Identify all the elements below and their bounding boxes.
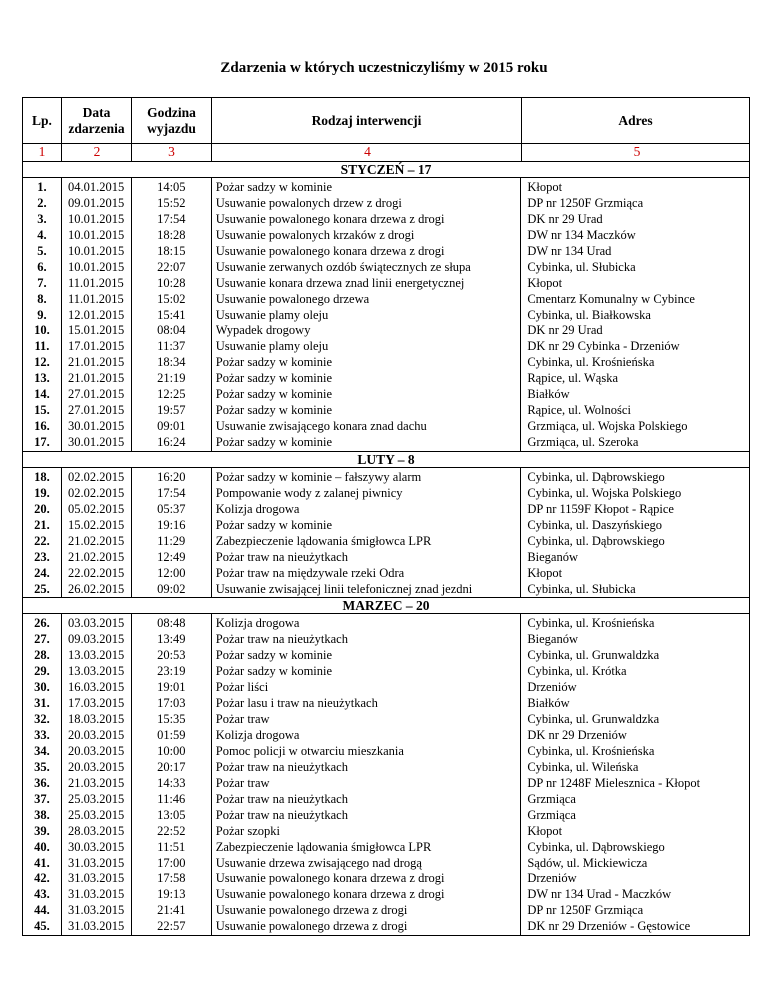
intervention-type: Kolizja drogowa	[215, 616, 300, 631]
address: Cybinka, ul. Wojska Polskiego	[527, 485, 682, 500]
intervention-type: Pożar traw	[215, 712, 270, 727]
month-group	[22, 178, 750, 452]
row-number: 26.	[34, 616, 50, 631]
address: Cybinka, ul. Dąbrowskiego	[527, 533, 665, 548]
intervention-type: Usuwanie powalonego konara drzewa z drogi	[215, 211, 445, 226]
address: Rąpice, ul. Wąska	[527, 371, 619, 386]
event-date: 09.01.2015	[67, 195, 125, 210]
event-date: 21.01.2015	[67, 371, 125, 386]
intervention-type: Wypadek drogowy	[215, 323, 311, 338]
address: Cybinka, ul. Słubicka	[527, 259, 636, 274]
intervention-type: Usuwanie plamy oleju	[215, 339, 329, 354]
address: Grzmiąca	[527, 807, 576, 822]
row-number: 28.	[34, 648, 50, 663]
address: DK nr 29 Urad	[527, 323, 603, 338]
header-date: Data zdarzenia	[62, 97, 132, 144]
departure-time: 14:33	[157, 775, 186, 790]
intervention-type: Pożar sadzy w kominie	[215, 435, 333, 449]
address-column	[521, 178, 750, 451]
event-date: 16.03.2015	[67, 680, 125, 695]
intervention-type: Pożar traw na nieużytkach	[215, 759, 348, 774]
event-date: 31.03.2015	[67, 887, 125, 902]
month-group	[22, 468, 750, 599]
event-date: 11.01.2015	[67, 275, 124, 290]
departure-time: 21:41	[157, 903, 186, 918]
event-date: 21.01.2015	[67, 355, 125, 370]
event-date: 10.01.2015	[67, 211, 125, 226]
departure-time: 12:49	[157, 549, 186, 564]
departure-time: 15:02	[157, 291, 186, 306]
event-date: 17.03.2015	[67, 696, 125, 711]
intervention-type: Zabezpieczenie lądowania śmigłowca LPR	[215, 533, 432, 548]
row-number: 5.	[37, 243, 47, 258]
address: Kłopot	[527, 823, 563, 838]
address: Cybinka, ul. Daszyńskiego	[527, 517, 663, 532]
event-date: 04.01.2015	[67, 180, 125, 194]
row-number: 23.	[34, 549, 50, 564]
address: Kłopot	[527, 180, 563, 194]
departure-time: 11:51	[157, 839, 186, 854]
event-date: 12.01.2015	[67, 307, 125, 322]
intervention-type: Pożar traw	[215, 775, 270, 790]
departure-time-column	[132, 468, 212, 598]
intervention-type: Kolizja drogowa	[215, 501, 300, 516]
address: DW nr 134 Urad - Maczków	[527, 887, 672, 902]
row-number: 29.	[34, 664, 50, 679]
row-number: 9.	[37, 307, 47, 322]
intervention-type: Pożar traw na nieużytkach	[215, 807, 348, 822]
departure-time: 15:35	[157, 712, 186, 727]
intervention-type: Pożar sadzy w kominie	[215, 371, 333, 386]
address: DK nr 29 Urad	[527, 211, 603, 226]
departure-time: 08:48	[157, 616, 186, 631]
departure-time: 10:28	[157, 275, 186, 290]
month-groups	[22, 162, 750, 936]
event-date: 18.03.2015	[67, 712, 125, 727]
address: Białków	[527, 696, 570, 711]
departure-time: 23:19	[157, 664, 186, 679]
intervention-type: Usuwanie powalonego drzewa z drogi	[215, 919, 408, 934]
departure-time: 19:01	[157, 680, 186, 695]
address: Cybinka, ul. Krośnieńska	[527, 355, 655, 370]
departure-time: 18:34	[157, 355, 186, 370]
intervention-type: Zabezpieczenie lądowania śmigłowca LPR	[215, 839, 432, 854]
row-number: 25.	[34, 581, 50, 596]
intervention-type: Pompowanie wody z zalanej piwnicy	[215, 485, 403, 500]
event-date: 03.03.2015	[67, 616, 125, 631]
departure-time: 22:57	[157, 919, 186, 934]
row-number-column	[23, 614, 62, 935]
address: Cybinka, ul. Dąbrowskiego	[527, 469, 665, 484]
departure-time: 11:37	[157, 339, 186, 354]
intervention-type: Pożar sadzy w kominie	[215, 648, 333, 663]
address: Rąpice, ul. Wolności	[527, 403, 631, 418]
departure-time: 17:54	[157, 211, 186, 226]
intervention-type-column	[212, 468, 522, 598]
intervention-type: Usuwanie powalonego konara drzewa z drogi	[215, 887, 445, 902]
address: Białków	[527, 387, 570, 402]
event-date: 21.03.2015	[67, 775, 125, 790]
row-number: 43.	[34, 887, 50, 902]
departure-time: 19:13	[157, 887, 186, 902]
intervention-type: Pożar sadzy w kominie	[215, 664, 333, 679]
row-number: 1.	[37, 180, 47, 194]
address: DW nr 134 Urad	[527, 243, 612, 258]
departure-time-column	[132, 178, 212, 451]
row-number: 2.	[37, 195, 47, 210]
row-number: 4.	[37, 227, 47, 242]
event-date: 21.02.2015	[67, 549, 125, 564]
event-date: 10.01.2015	[67, 243, 125, 258]
intervention-type-column	[212, 178, 522, 451]
row-number: 13.	[34, 371, 50, 386]
event-date: 15.01.2015	[67, 323, 125, 338]
intervention-type: Pożar szopki	[215, 823, 280, 838]
intervention-type: Pożar sadzy w kominie	[215, 387, 333, 402]
address: Cybinka, ul. Krośnieńska	[527, 743, 655, 758]
event-date: 02.02.2015	[67, 485, 125, 500]
address: Cybinka, ul. Białkowska	[527, 307, 651, 322]
row-number: 44.	[34, 903, 50, 918]
event-date: 27.01.2015	[67, 403, 125, 418]
intervention-type: Pożar liści	[215, 680, 269, 695]
row-number: 12.	[34, 355, 50, 370]
address: Cybinka, ul. Krośnieńska	[527, 616, 655, 631]
departure-time: 12:00	[157, 565, 186, 580]
month-group	[22, 614, 750, 936]
event-date: 30.01.2015	[67, 435, 125, 449]
departure-time: 14:05	[157, 180, 186, 194]
address: Kłopot	[527, 565, 563, 580]
header-address: Adres	[522, 97, 750, 144]
departure-time: 17:00	[157, 855, 186, 870]
intervention-type: Pożar traw na nieużytkach	[215, 549, 348, 564]
row-number: 34.	[34, 743, 50, 758]
event-date: 10.01.2015	[67, 259, 125, 274]
row-number: 20.	[34, 501, 50, 516]
intervention-type: Pożar sadzy w kominie	[215, 355, 333, 370]
row-number: 18.	[34, 469, 50, 484]
address: DK nr 29 Drzeniów	[527, 728, 627, 742]
event-date: 21.02.2015	[67, 533, 125, 548]
address: Drzeniów	[527, 680, 577, 695]
event-date: 30.03.2015	[67, 839, 125, 854]
intervention-type: Usuwanie powalonego konara drzewa z drogi	[215, 871, 445, 886]
header-type: Rodzaj interwencji	[212, 97, 522, 144]
intervention-type: Usuwanie powalonego konara drzewa z drogi	[215, 243, 445, 258]
row-number: 7.	[37, 275, 47, 290]
departure-time: 18:15	[157, 243, 186, 258]
intervention-type: Usuwanie drzewa zwisającego nad drogą	[215, 855, 422, 870]
address: Grzmiąca, ul. Szeroka	[527, 435, 639, 449]
column-number: 3	[132, 144, 212, 162]
address: DK nr 29 Drzeniów - Gęstowice	[527, 919, 691, 934]
departure-time: 15:52	[157, 195, 186, 210]
event-date: 02.02.2015	[67, 469, 125, 484]
departure-time: 17:58	[157, 871, 186, 886]
departure-time: 08:04	[157, 323, 186, 338]
intervention-type: Usuwanie plamy oleju	[215, 307, 329, 322]
row-number: 36.	[34, 775, 50, 790]
departure-time: 09:01	[157, 419, 186, 434]
intervention-type: Pożar sadzy w kominie	[215, 517, 333, 532]
address: Grzmiąca	[527, 791, 576, 806]
event-date: 05.02.2015	[67, 501, 125, 516]
departure-time: 05:37	[157, 501, 186, 516]
row-number: 37.	[34, 791, 50, 806]
intervention-type: Usuwanie powalonego drzewa z drogi	[215, 903, 408, 918]
intervention-type: Pożar sadzy w kominie	[215, 403, 333, 418]
address-column	[521, 614, 750, 935]
event-date: 13.03.2015	[67, 664, 125, 679]
event-date: 15.02.2015	[67, 517, 125, 532]
row-number: 19.	[34, 485, 50, 500]
intervention-type: Kolizja drogowa	[215, 728, 300, 742]
address: Cybinka, ul. Grunwaldzka	[527, 712, 660, 727]
intervention-type: Pożar traw na nieużytkach	[215, 632, 348, 647]
row-number: 21.	[34, 517, 50, 532]
intervention-type: Usuwanie konara drzewa znad linii energetycznej	[215, 275, 465, 290]
departure-time: 19:16	[157, 517, 186, 532]
event-date: 22.02.2015	[67, 565, 125, 580]
row-number: 8.	[37, 291, 47, 306]
event-date: 09.03.2015	[67, 632, 125, 647]
month-header: LUTY – 8	[22, 452, 750, 468]
departure-time: 15:41	[157, 307, 186, 322]
header-time: Godzina wyjazdu	[132, 97, 212, 144]
event-date: 31.03.2015	[67, 855, 125, 870]
row-number: 14.	[34, 387, 50, 402]
row-number: 33.	[34, 728, 50, 742]
departure-time: 18:28	[157, 227, 186, 242]
row-number: 27.	[34, 632, 50, 647]
header-lp: Lp.	[22, 97, 62, 144]
row-number: 35.	[34, 759, 50, 774]
intervention-type: Pożar traw na nieużytkach	[215, 791, 348, 806]
address: Sądów, ul. Mickiewicza	[527, 855, 648, 870]
intervention-type: Usuwanie powalonych drzew z drogi	[215, 195, 402, 210]
address: Drzeniów	[527, 871, 577, 886]
departure-time: 16:24	[157, 435, 186, 449]
row-number: 45.	[34, 919, 50, 934]
table-header	[22, 97, 750, 144]
event-date: 25.03.2015	[67, 807, 125, 822]
column-number: 4	[212, 144, 522, 162]
event-date: 30.01.2015	[67, 419, 125, 434]
address: Grzmiąca, ul. Wojska Polskiego	[527, 419, 688, 434]
address: DP nr 1250F Grzmiąca	[527, 195, 644, 210]
row-number: 38.	[34, 807, 50, 822]
departure-time: 01:59	[157, 728, 186, 742]
row-number: 41.	[34, 855, 50, 870]
departure-time: 16:20	[157, 469, 186, 484]
column-numbers-row	[22, 144, 750, 162]
address: DP nr 1159F Kłopot - Rąpice	[527, 501, 674, 516]
row-number: 6.	[37, 259, 47, 274]
departure-time: 09:02	[157, 581, 186, 596]
column-number: 5	[522, 144, 750, 162]
departure-time: 10:00	[157, 743, 186, 758]
address: Bieganów	[527, 632, 578, 647]
intervention-type: Pożar sadzy w kominie – fałszywy alarm	[215, 469, 422, 484]
row-number: 42.	[34, 871, 50, 886]
row-number: 39.	[34, 823, 50, 838]
event-date: 28.03.2015	[67, 823, 125, 838]
departure-time: 21:19	[157, 371, 186, 386]
event-date: 31.03.2015	[67, 871, 125, 886]
intervention-type: Usuwanie powalonego drzewa	[215, 291, 370, 306]
row-number-column	[23, 178, 62, 451]
row-number: 40.	[34, 839, 50, 854]
incidents-table	[22, 97, 750, 936]
row-number: 16.	[34, 419, 50, 434]
intervention-type: Pomoc policji w otwarciu mieszkania	[215, 743, 404, 758]
address: Bieganów	[527, 549, 578, 564]
intervention-type: Pożar lasu i traw na nieużytkach	[215, 696, 378, 711]
departure-time-column	[132, 614, 212, 935]
departure-time: 17:54	[157, 485, 186, 500]
departure-time: 11:46	[157, 791, 186, 806]
address: DW nr 134 Maczków	[527, 227, 636, 242]
row-number: 30.	[34, 680, 50, 695]
month-header: STYCZEŃ – 17	[22, 162, 750, 178]
row-number: 17.	[34, 435, 50, 449]
event-date-column	[62, 178, 132, 451]
event-date: 26.02.2015	[67, 581, 125, 596]
event-date-column	[62, 614, 132, 935]
address: DP nr 1250F Grzmiąca	[527, 903, 644, 918]
departure-time: 12:25	[157, 387, 186, 402]
month-header: MARZEC – 20	[22, 598, 750, 614]
departure-time: 22:52	[157, 823, 186, 838]
intervention-type: Pożar traw na międzywale rzeki Odra	[215, 565, 405, 580]
event-date: 17.01.2015	[67, 339, 125, 354]
event-date: 25.03.2015	[67, 791, 125, 806]
departure-time: 20:17	[157, 759, 186, 774]
departure-time: 13:05	[157, 807, 186, 822]
intervention-type-column	[212, 614, 522, 935]
event-date: 31.03.2015	[67, 903, 125, 918]
intervention-type: Usuwanie zwisającego konara znad dachu	[215, 419, 427, 434]
row-number: 32.	[34, 712, 50, 727]
event-date: 20.03.2015	[67, 743, 125, 758]
row-number: 10.	[34, 323, 50, 338]
departure-time: 22:07	[157, 259, 186, 274]
intervention-type: Usuwanie zerwanych ozdób świątecznych ze słupa	[215, 259, 471, 274]
column-number: 2	[62, 144, 132, 162]
page-title: Zdarzenia w których uczestniczyliśmy w 2015 roku	[220, 60, 548, 76]
intervention-type: Usuwanie powalonych krzaków z drogi	[215, 227, 415, 242]
intervention-type: Usuwanie zwisającej linii telefonicznej znad jezdni	[215, 581, 473, 596]
departure-time: 11:29	[157, 533, 186, 548]
row-number: 24.	[34, 565, 50, 580]
address: Kłopot	[527, 275, 563, 290]
row-number-column	[23, 468, 62, 598]
row-number: 31.	[34, 696, 50, 711]
event-date: 11.01.2015	[67, 291, 124, 306]
row-number: 11.	[34, 339, 50, 354]
address: Cmentarz Komunalny w Cybince	[527, 291, 695, 306]
address: Cybinka, ul. Dąbrowskiego	[527, 839, 665, 854]
departure-time: 19:57	[157, 403, 186, 418]
departure-time: 13:49	[157, 632, 186, 647]
address-column	[521, 468, 750, 598]
departure-time: 20:53	[157, 648, 186, 663]
event-date: 20.03.2015	[67, 728, 125, 742]
address: DP nr 1248F Mielesznica - Kłopot	[527, 775, 701, 790]
intervention-type: Pożar sadzy w kominie	[215, 180, 333, 194]
address: Cybinka, ul. Krótka	[527, 664, 627, 679]
event-date: 20.03.2015	[67, 759, 125, 774]
address: Cybinka, ul. Wileńska	[527, 759, 639, 774]
event-date-column	[62, 468, 132, 598]
departure-time: 17:03	[157, 696, 186, 711]
address: Cybinka, ul. Grunwaldzka	[527, 648, 660, 663]
event-date: 27.01.2015	[67, 387, 125, 402]
address: Cybinka, ul. Słubicka	[527, 581, 636, 596]
address: DK nr 29 Cybinka - Drzeniów	[527, 339, 680, 354]
event-date: 13.03.2015	[67, 648, 125, 663]
row-number: 15.	[34, 403, 50, 418]
row-number: 22.	[34, 533, 50, 548]
event-date: 10.01.2015	[67, 227, 125, 242]
event-date: 31.03.2015	[67, 919, 125, 934]
column-number: 1	[22, 144, 62, 162]
row-number: 3.	[37, 211, 47, 226]
